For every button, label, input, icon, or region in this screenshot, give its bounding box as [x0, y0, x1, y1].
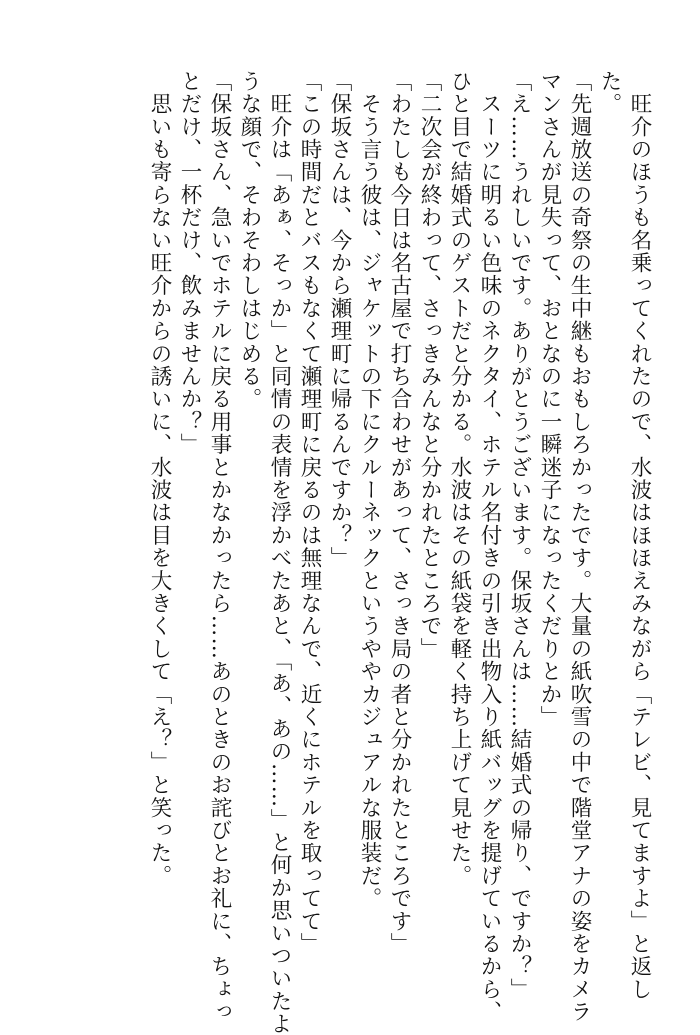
text-line: うな顔で、そわそわしはじめる。 [237, 70, 262, 411]
text-line: スーツに明るい色味のネクタイ、ホテル名付きの引き出物入り紙バッグを提げているから、 [477, 70, 502, 1024]
text-line: た。 [597, 70, 622, 116]
text-line: ひと目で結婚式のゲストだと分かる。水波はその紙袋を軽く持ち上げて見せた。 [447, 70, 472, 888]
text-line: 「保坂さん、急いでホテルに戻る用事とかなかったら……あのときのお詫びとお礼に、ちょっ [207, 70, 232, 1024]
text-line: 思いも寄らない旺介からの誘いに、水波は目を大きくして「え？」と笑った。 [147, 70, 172, 888]
text-line: 旺介のほうも名乗ってくれたので、水波はほほえみながら「テレビ、見てますよ」と返し [627, 70, 652, 1001]
text-line: 「え……うれしいです。ありがとうございます。保坂さんは……結婚式の帰り、ですか？」 [507, 70, 532, 1001]
text-line: 「わたしも今日は名古屋で打ち合わせがあって、さっき局の者と分かれたところです」 [387, 70, 412, 956]
text-line: 「この時間だとバスもなくて瀬理町に戻るのは無理なんで、近くにホテルを取ってて」 [297, 70, 322, 956]
text-line: そう言う彼は、ジャケットの下にクルーネックというややカジュアルな服装だ。 [357, 70, 382, 910]
text-line: 「保坂さんは、今から瀬理町に帰るんですか？」 [327, 70, 352, 570]
vertical-text-body [144, 70, 654, 1035]
text-line: とだけ、一杯だけ、飲みませんか？」 [177, 70, 202, 456]
text-line: マンさんが見失って、おとなのに一瞬迷子になったくだりとか」 [537, 70, 562, 729]
text-line: 「先週放送の奇祭の生中継もおもしろかったです。大量の紙吹雪の中で階堂アナの姿をカメラ [567, 70, 592, 1024]
text-line: 「二次会が終わって、さっきみんなと分かれたところで」 [417, 70, 442, 661]
text-line: 旺介は「あぁ、そっか」と同情の表情を浮かべたあと、「あ、あの……」と何か思いついたよ [267, 70, 292, 1035]
